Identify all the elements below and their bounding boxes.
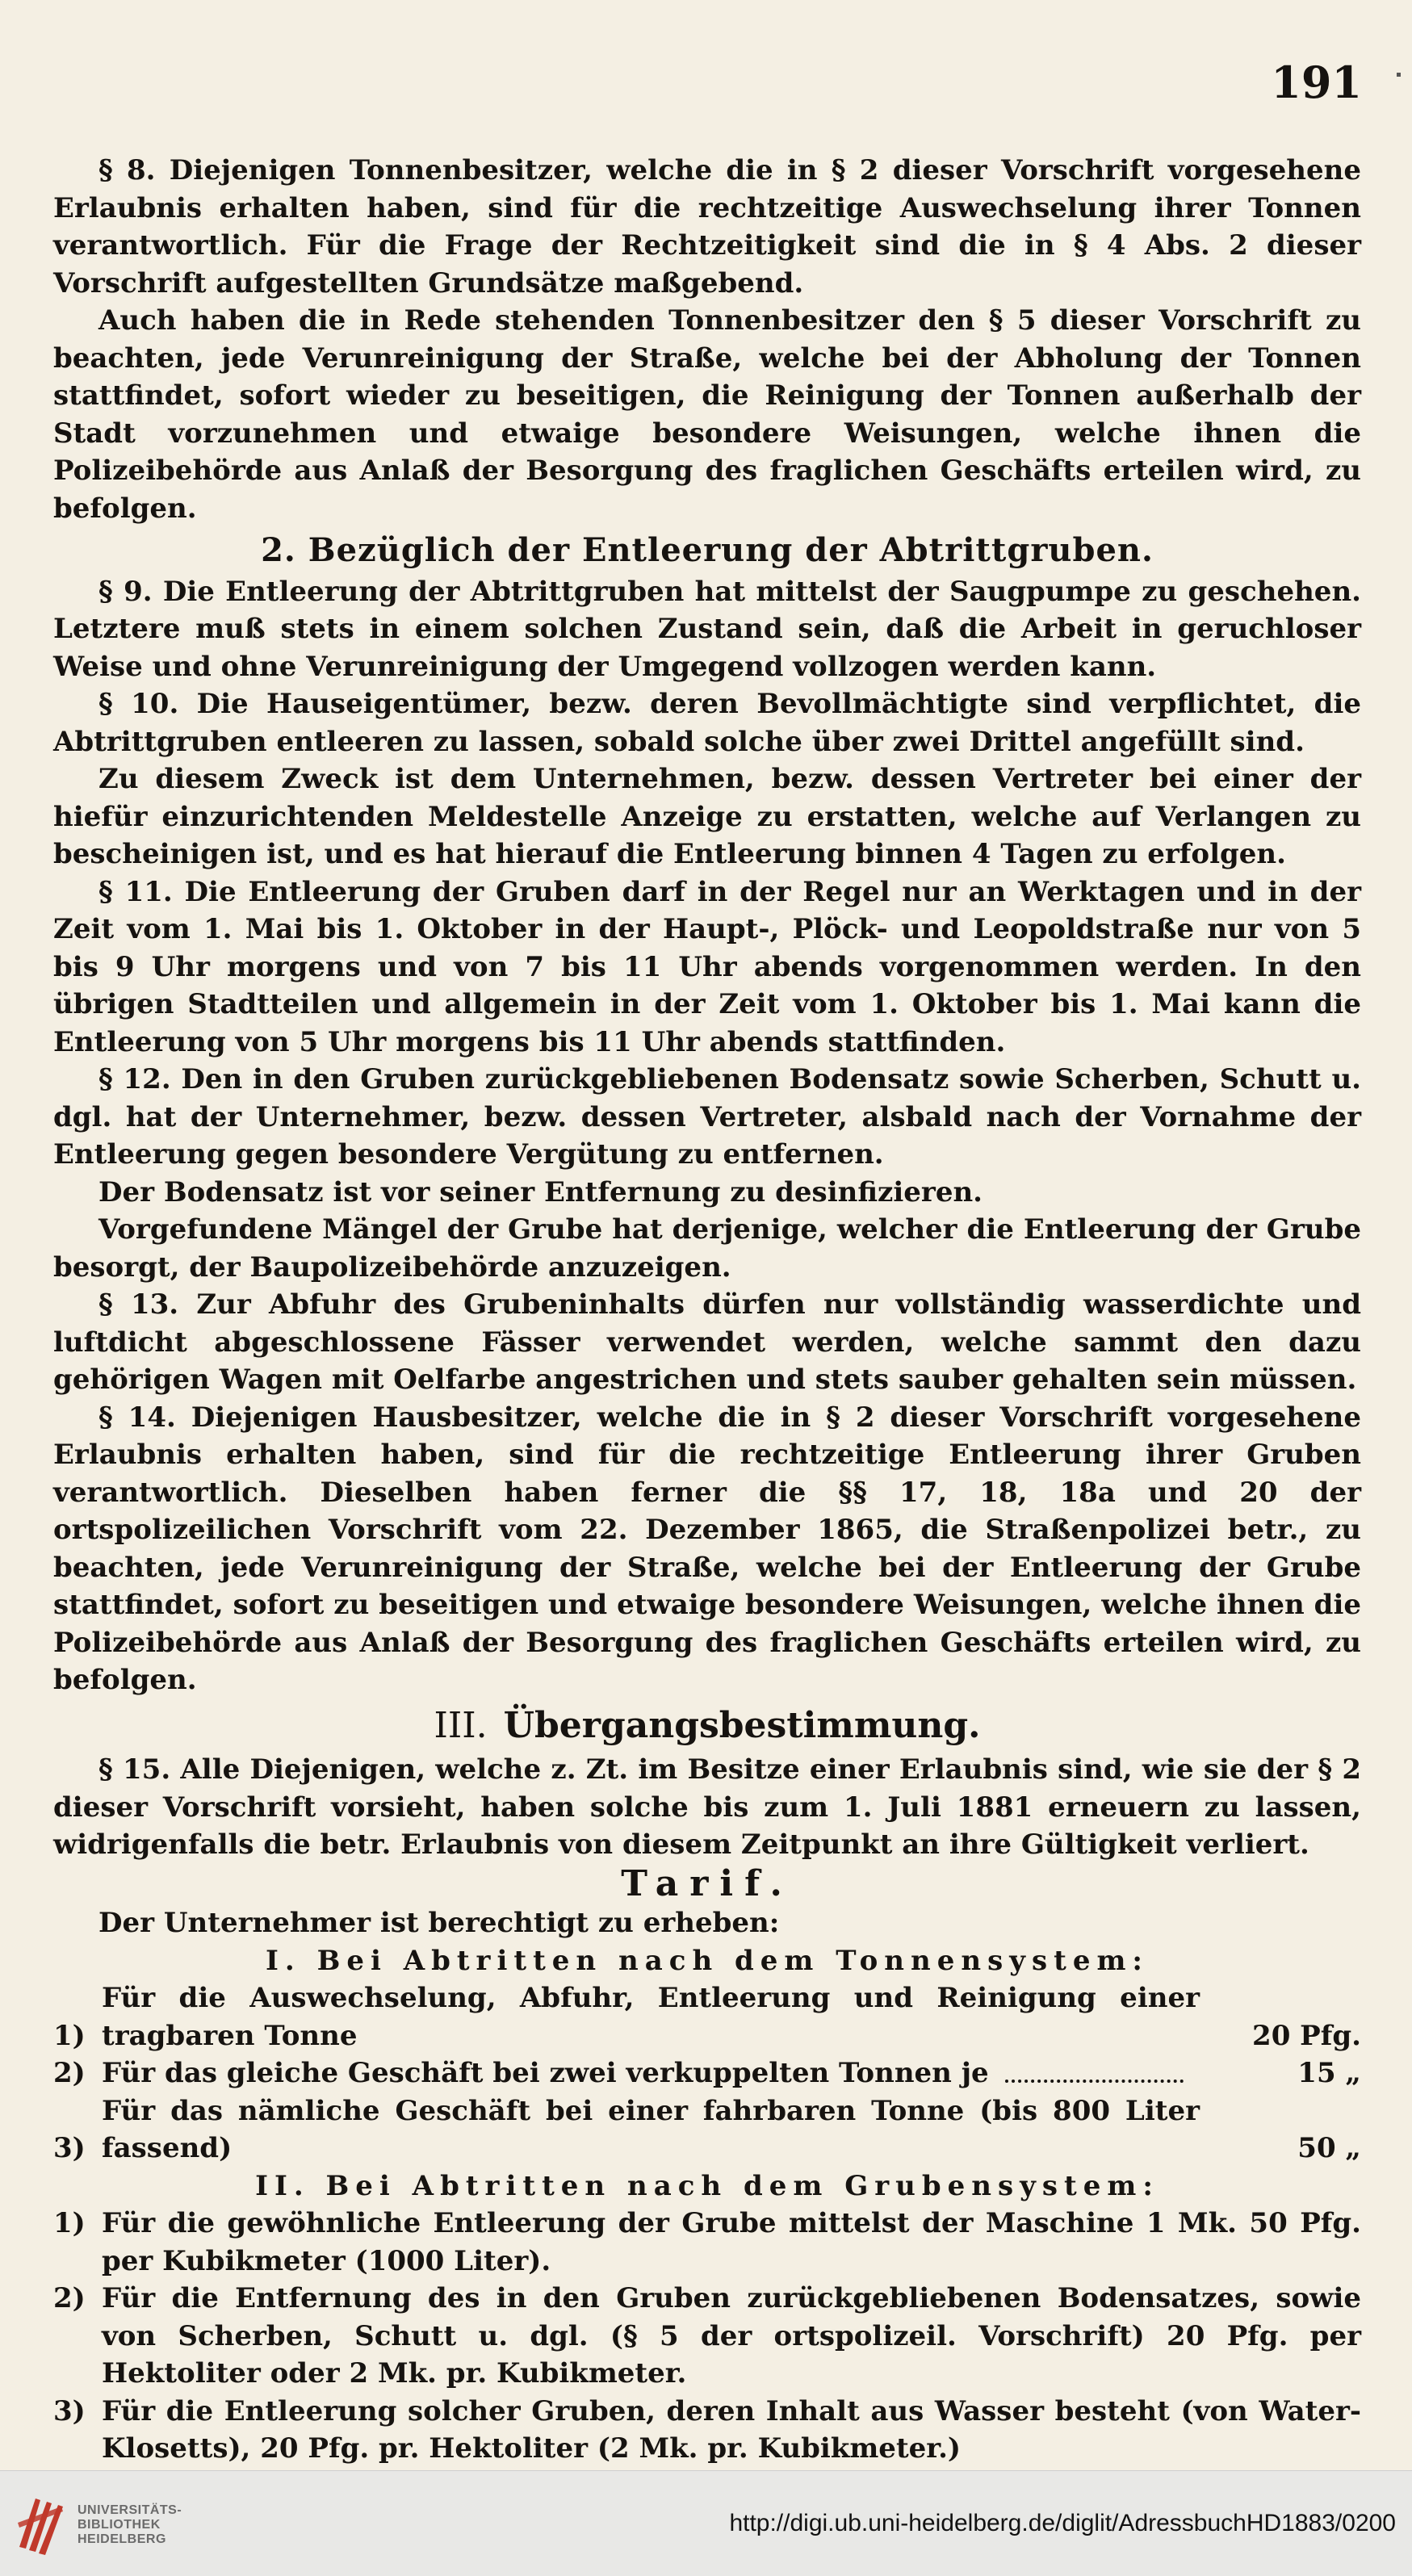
- tarif-heading: Tarif.: [621, 1862, 794, 1904]
- tarif-item: [53, 1979, 1361, 2055]
- paragraph-s9: § 9. Die Entleerung der Abtrittgruben hat mittelst der Saugpumpe zu geschehen. Letztere muß stets in einem solchen Zustand sein, daß die Arbeit in geruchloser Weise und ohne Verunreinigung der Umgegend vollzogen werden kann.: [53, 575, 1361, 683]
- tarif-item-number: 1): [53, 2019, 86, 2052]
- tarif-item-text: Für die gewöhnliche Entleerung der Grube mittelst der Maschine 1 Mk. 50 Pfg. per Kubikmeter (1000 Liter).: [102, 2207, 1361, 2277]
- library-logo-icon: [15, 2490, 71, 2557]
- tarif-item-number: 2): [53, 2057, 86, 2089]
- tarif-item-text: Für das nämliche Geschäft bei einer fahrbaren Tonne (bis 800 Liter fassend): [102, 2094, 1200, 2164]
- tarif-item-number: 3): [53, 2394, 86, 2427]
- tarif-item: [53, 2055, 1361, 2092]
- tarif-item-price: 50 „: [1297, 2132, 1361, 2164]
- tarif-item-price: 15 „: [1297, 2057, 1361, 2089]
- paragraph-s10-cont: Zu diesem Zweck ist dem Unternehmen, bezw. dessen Vertreter bei einer der hiefür einzurichtenden Meldestelle Anzeige zu erstatten, welche auf Verlangen zu bescheinigen ist, und es hat hierauf die Entleerung binnen 4 Tagen zu erfolgen.: [53, 763, 1361, 870]
- paragraph-s12-cont-1: Der Bodensatz ist vor seiner Entfernung zu desinfizieren.: [98, 1175, 983, 1208]
- tarif-item: [53, 2205, 1361, 2280]
- tarif-item: [53, 2393, 1361, 2468]
- paragraph-s15: § 15. Alle Diejenigen, welche z. Zt. im Besitze einer Erlaubnis sind, wie sie der § 2 dieser Vorschrift vorsieht, haben solche bis zum 1. Juli 1881 erneuern zu lassen, widrigenfalls die betr. Erlaubnis von diesem Zeitpunkt an ihre Gültigkeit verliert.: [53, 1753, 1361, 1861]
- page-number: 191: [1271, 57, 1362, 108]
- paragraph-s8: § 8. Diejenigen Tonnenbesitzer, welche die in § 2 dieser Vorschrift vorgesehene Erlaubnis erhalten haben, sind für die rechtzeitige Auswechselung ihrer Tonnen verantwortlich. Für die Frage der Rechtzeitigkeit sind die in § 4 Abs. 2 dieser Vorschrift aufgestellten Grundsätze maßgebend.: [53, 154, 1361, 299]
- library-logo-text: [78, 2503, 182, 2547]
- section-heading-3-title: Übergangsbestimmung.: [503, 1704, 981, 1746]
- tarif-item-text: Für die Auswechselung, Abfuhr, Entleerung und Reinigung einer tragbaren Tonne: [102, 1982, 1200, 2052]
- tarif-item: [53, 2092, 1361, 2168]
- source-url-link[interactable]: http://digi.ub.uni-heidelberg.de/diglit/AdressbuchHD1883/0200: [729, 2510, 1396, 2536]
- viewer-footer: [0, 2470, 1412, 2576]
- tarif-section-2-list: [53, 2205, 1361, 2468]
- tarif-item-number: 2): [53, 2282, 86, 2314]
- section-heading-2: 2. Bezüglich der Entleerung der Abtrittgruben.: [261, 531, 1154, 569]
- tarif-section-1-title: I. Bei Abtritten nach dem Tonnensystem:: [266, 1944, 1149, 1977]
- tarif-intro: Der Unternehmer ist berechtigt zu erheben:: [98, 1907, 780, 1939]
- tarif-item-text: Für die Entleerung solcher Gruben, deren Inhalt aus Wasser besteht (von Water-Klosetts), 20 Pfg. pr. Hektoliter (2 Mk. pr. Kubikmeter.): [102, 2394, 1361, 2465]
- tarif-item-number: 1): [53, 2207, 86, 2239]
- logo-line: HEIDELBERG: [78, 2532, 166, 2546]
- tarif-item: [53, 2280, 1361, 2393]
- paragraph-s12-cont-2: Vorgefundene Mängel der Grube hat derjenige, welcher die Entleerung der Grube besorgt, der Baupolizeibehörde anzuzeigen.: [53, 1213, 1361, 1284]
- paragraph-s8-cont: Auch haben die in Rede stehenden Tonnenbesitzer den § 5 dieser Vorschrift zu beachten, jede Verunreinigung der Straße, welche bei der Abholung der Tonnen stattfindet, sofort wieder zu beseitigen, die Reinigung der Tonnen außerhalb der Stadt vorzunehmen und etwaige besondere Weisungen, welche ihnen die Polizeibehörde aus Anlaß der Besorgung des fraglichen Geschäfts erteilen wird, zu befolgen.: [53, 304, 1361, 525]
- tarif-section-2-title: II. Bei Abtritten nach dem Grubensystem:: [255, 2169, 1159, 2202]
- tarif-item-text: Für das gleiche Geschäft bei zwei verkuppelten Tonnen je: [102, 2057, 989, 2089]
- paragraph-s10: § 10. Die Hauseigentümer, bezw. deren Bevollmächtigte sind verpflichtet, die Abtrittgruben entleeren zu lassen, sobald solche über zwei Drittel angefüllt sind.: [53, 688, 1361, 758]
- logo-line: UNIVERSITÄTS-: [78, 2503, 182, 2517]
- paragraph-s13: § 13. Zur Abfuhr des Grubeninhalts dürfen nur vollständig wasserdichte und luftdicht abgeschlossene Fässer verwendet werden, welche sammt den dazu gehörigen Wagen mit Oelfarbe angestrichen und stets sauber gehalten sein müssen.: [53, 1288, 1361, 1396]
- tarif-item-text: Für die Entfernung des in den Gruben zurückgebliebenen Bodensatzes, sowie von Scherben, Schutt u. dgl. (§ 5 der ortspolizeil. Vorschrift) 20 Pfg. per Hektoliter oder 2 Mk. pr. Kubikmeter.: [102, 2282, 1361, 2390]
- paragraph-s11: § 11. Die Entleerung der Gruben darf in der Regel nur an Werktagen und in der Zeit vom 1. Mai bis 1. Oktober in der Haupt-, Plöck- und Leopoldstraße nur von 5 bis 9 Uhr morgens und von 7 bis 11 Uhr abends vorgenommen werden. In den übrigen Stadtteilen und allgemein in der Zeit vom 1. Oktober bis 1. Mai kann die Entleerung von 5 Uhr morgens bis 11 Uhr abends stattfinden.: [53, 875, 1361, 1058]
- document-body: [53, 152, 1361, 2468]
- section-heading-3-number: III.: [434, 1704, 488, 1746]
- tarif-leader-dots: [1005, 2080, 1184, 2083]
- paragraph-s12: § 12. Den in den Gruben zurückgebliebenen Bodensatz sowie Scherben, Schutt u. dgl. hat der Unternehmer, bezw. dessen Vertreter, alsbald nach der Vornahme der Entleerung gegen besondere Vergütung zu entfernen.: [53, 1063, 1361, 1171]
- tarif-section-1-list: [53, 1979, 1361, 2168]
- tarif-item-price: 20 Pfg.: [1252, 2019, 1361, 2052]
- logo-line: BIBLIOTHEK: [78, 2518, 161, 2532]
- section-heading-3: [53, 1704, 1361, 1746]
- paragraph-s14: § 14. Diejenigen Hausbesitzer, welche die in § 2 dieser Vorschrift vorgesehene Erlaubnis erhalten haben, sind für die rechtzeitige Entleerung ihrer Gruben verantwortlich. Dieselben haben ferner die §§ 17, 18, 18a und 20 der ortspolizeilichen Vorschrift vom 22. Dezember 1865, die Straßenpolizei betr., zu beachten, jede Verunreinigung der Straße, welche bei der Entleerung der Grube stattfindet, sofort zu beseitigen und etwaige besondere Weisungen, welche ihnen die Polizeibehörde aus Anlaß der Besorgung des fraglichen Geschäfts erteilen wird, zu befolgen.: [53, 1401, 1361, 1696]
- tarif-item-number: 3): [53, 2132, 86, 2164]
- page-edge-mark: [1397, 73, 1401, 77]
